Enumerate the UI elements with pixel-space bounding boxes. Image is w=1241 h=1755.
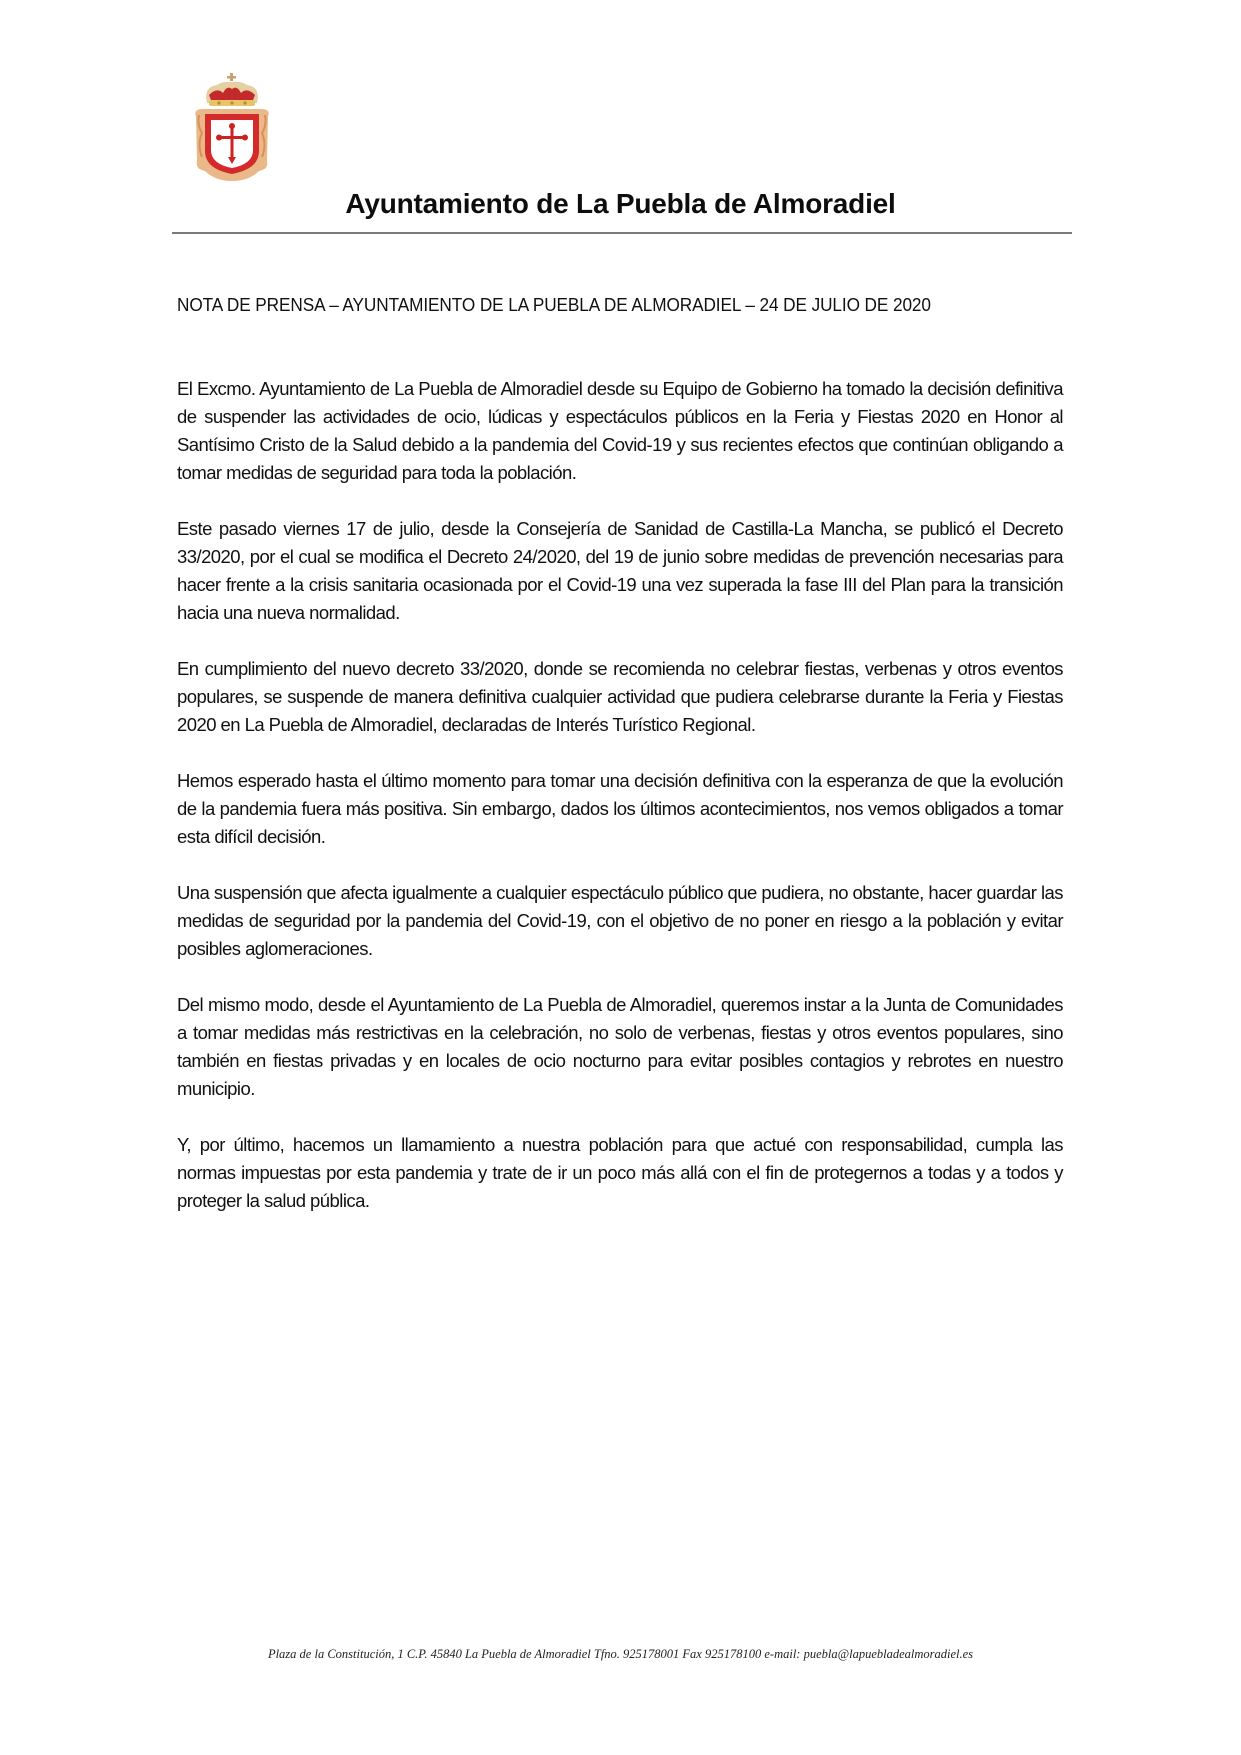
coat-of-arms-icon	[193, 73, 271, 185]
paragraph: Una suspensión que afecta igualmente a cualquier espectáculo público que pudiera, no obstante, hacer guardar las medidas de seguridad por la pandemia del Covid-19, con el objetivo de no poner en riesgo a la población y evitar posibles aglomeraciones.	[177, 882, 1063, 959]
footer-address: Plaza de la Constitución, 1 C.P. 45840 La Puebla de Almoradiel Tfno. 925178001 Fax 925178100 e-mail: puebla@lapuebladealmoradiel.es	[267, 1647, 974, 1661]
letterhead-title: Ayuntamiento de La Puebla de Almoradiel	[345, 188, 896, 219]
press-release-heading: NOTA DE PRENSA – AYUNTAMIENTO DE LA PUEBLA DE ALMORADIEL – 24 DE JULIO DE 2020	[177, 294, 931, 315]
paragraph: Del mismo modo, desde el Ayuntamiento de La Puebla de Almoradiel, queremos instar a la Junta de Comunidades a tomar medidas más restrictivas en la celebración, no solo de verbenas, fiestas y otros eventos populares, sino también en fiestas privadas y en locales de ocio nocturno para evitar posibles contagios y rebrotes en nuestro municipio.	[177, 994, 1063, 1099]
paragraph: Este pasado viernes 17 de julio, desde la Consejería de Sanidad de Castilla-La Mancha, se publicó el Decreto 33/2020, por el cual se modifica el Decreto 24/2020, del 19 de junio sobre medidas de prevención necesarias para hacer frente a la crisis sanitaria ocasionada por el Covid-19 una vez superada la fase III del Plan para la transición hacia una nueva normalidad.	[177, 518, 1063, 623]
header-divider	[172, 232, 1072, 234]
paragraph: Hemos esperado hasta el último momento para tomar una decisión definitiva con la esperanza de que la evolución de la pandemia fuera más positiva. Sin embargo, dados los últimos acontecimientos, nos vemos obligados a tomar esta difícil decisión.	[177, 770, 1063, 847]
paragraph: El Excmo. Ayuntamiento de La Puebla de Almoradiel desde su Equipo de Gobierno ha tomado la decisión definitiva de suspender las actividades de ocio, lúdicas y espectáculos públicos en la Feria y Fiestas 2020 en Honor al Santísimo Cristo de la Salud debido a la pandemia del Covid-19 y sus recientes efectos que continúan obligando a tomar medidas de seguridad para toda la población.	[177, 378, 1063, 483]
paragraph: En cumplimiento del nuevo decreto 33/2020, donde se recomienda no celebrar fiestas, verbenas y otros eventos populares, se suspende de manera definitiva cualquier actividad que pudiera celebrarse durante la Feria y Fiestas 2020 en La Puebla de Almoradiel, declaradas de Interés Turístico Regional.	[177, 658, 1063, 735]
press-release-body	[177, 375, 1063, 1243]
paragraph: Y, por último, hacemos un llamamiento a nuestra población para que actué con responsabilidad, cumpla las normas impuestas por esta pandemia y trate de ir un poco más allá con el fin de protegernos a todas y a todos y proteger la salud pública.	[177, 1134, 1063, 1211]
